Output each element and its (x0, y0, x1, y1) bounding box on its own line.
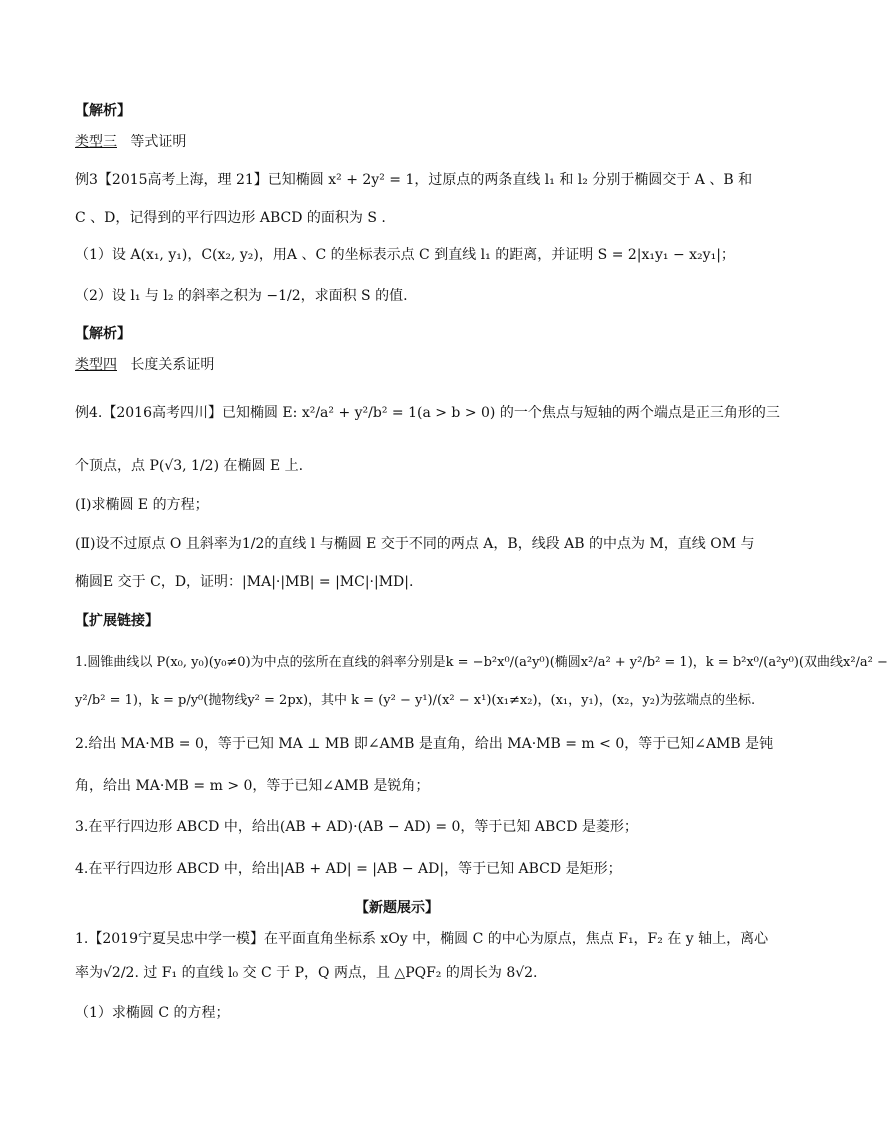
example-4-part-1: (Ⅰ)求椭圆 E 的方程； (75, 497, 209, 513)
new-problem-1-part-1: （1）求椭圆 C 的方程； (75, 1005, 230, 1021)
new-problems-heading: 【新题展示】 (355, 900, 439, 916)
extension-item-1-cont: y²/b² = 1)，k = p/y⁰(抛物线y² = 2px)，其中 k = (y² − y¹)/(x² − x¹)(x₁≠x₂)，(x₁，y₁)，(x₂，y₂)为弦端点的坐标. (75, 693, 756, 708)
example-3-line-1: 例3【2015高考上海，理 21】已知椭圆 x² + 2y² = 1，过原点的两条直线 l₁ 和 l₂ 分别于椭圆交于 A 、B 和 (75, 172, 753, 188)
example-4-line-1: 例4.【2016高考四川】已知椭圆 E: x²/a² + y²/b² = 1(a > b > 0) 的一个焦点与短轴的两个端点是正三角形的三 (75, 405, 780, 421)
example-4-line-2: 个顶点，点 P(√3, 1/2) 在椭圆 E 上. (75, 458, 304, 474)
new-problem-1-line-1: 1.【2019宁夏吴忠中学一模】在平面直角坐标系 xOy 中，椭圆 C 的中心为原点，焦点 F₁，F₂ 在 y 轴上，离心 (75, 931, 769, 947)
type-three-heading (75, 131, 734, 153)
example-3-part-1: （1）设 A(x₁, y₁)，C(x₂, y₂)，用A 、C 的坐标表示点 C 到直线 l₁ 的距离，并证明 S = 2|x₁y₁ − x₂y₁|； (75, 247, 735, 263)
new-problem-1-line-2: 率为√2/2. 过 F₁ 的直线 l₀ 交 C 于 P，Q 两点，且 △PQF₂ 的周长为 8√2. (75, 965, 538, 981)
type-three-label: 类型三 (75, 134, 117, 150)
extension-item-3: 3.在平行四边形 ABCD 中，给出(AB + AD)·(AB − AD) = 0，等于已知 ABCD 是菱形； (75, 819, 638, 835)
type-four-label: 类型四 (75, 357, 117, 373)
extension-item-2-cont: 角，给出 MA·MB = m > 0，等于已知∠AMB 是锐角； (75, 778, 430, 794)
analysis-heading-2: 【解析】 (75, 326, 131, 342)
extension-item-1: 1.圆锥曲线以 P(x₀, y₀)(y₀≠0)为中点的弦所在直线的斜率分别是k = −b²x⁰/(a²y⁰)(椭圆x²/a² + y²/b² = 1)，k = b²x⁰/(a²y⁰)(双曲线x²/a² − (75, 655, 888, 670)
analysis-heading-1: 【解析】 (75, 103, 131, 119)
example-3-line-2: C 、D，记得到的平行四边形 ABCD 的面积为 S . (75, 210, 386, 226)
example-3-part-2: （2）设 l₁ 与 l₂ 的斜率之积为 −1/2，求面积 S 的值. (75, 288, 408, 304)
example-4-part-2: (Ⅱ)设不过原点 O 且斜率为1/2的直线 l 与椭圆 E 交于不同的两点 A，B，线段 AB 的中点为 M，直线 OM 与 (75, 536, 755, 552)
type-four-heading (75, 354, 734, 376)
extension-item-2: 2.给出 MA·MB = 0，等于已知 MA ⊥ MB 即∠AMB 是直角，给出 MA·MB = m < 0，等于已知∠AMB 是钝 (75, 736, 774, 752)
type-four-title: 长度关系证明 (130, 357, 215, 373)
example-4-part-2-cont: 椭圆E 交于 C，D，证明：|MA|·|MB| = |MC|·|MD|. (75, 574, 414, 590)
type-three-title: 等式证明 (130, 134, 187, 150)
extension-item-4: 4.在平行四边形 ABCD 中，给出|AB + AD| = |AB − AD|，等于已知 ABCD 是矩形； (75, 861, 622, 877)
extension-heading: 【扩展链接】 (75, 613, 159, 629)
